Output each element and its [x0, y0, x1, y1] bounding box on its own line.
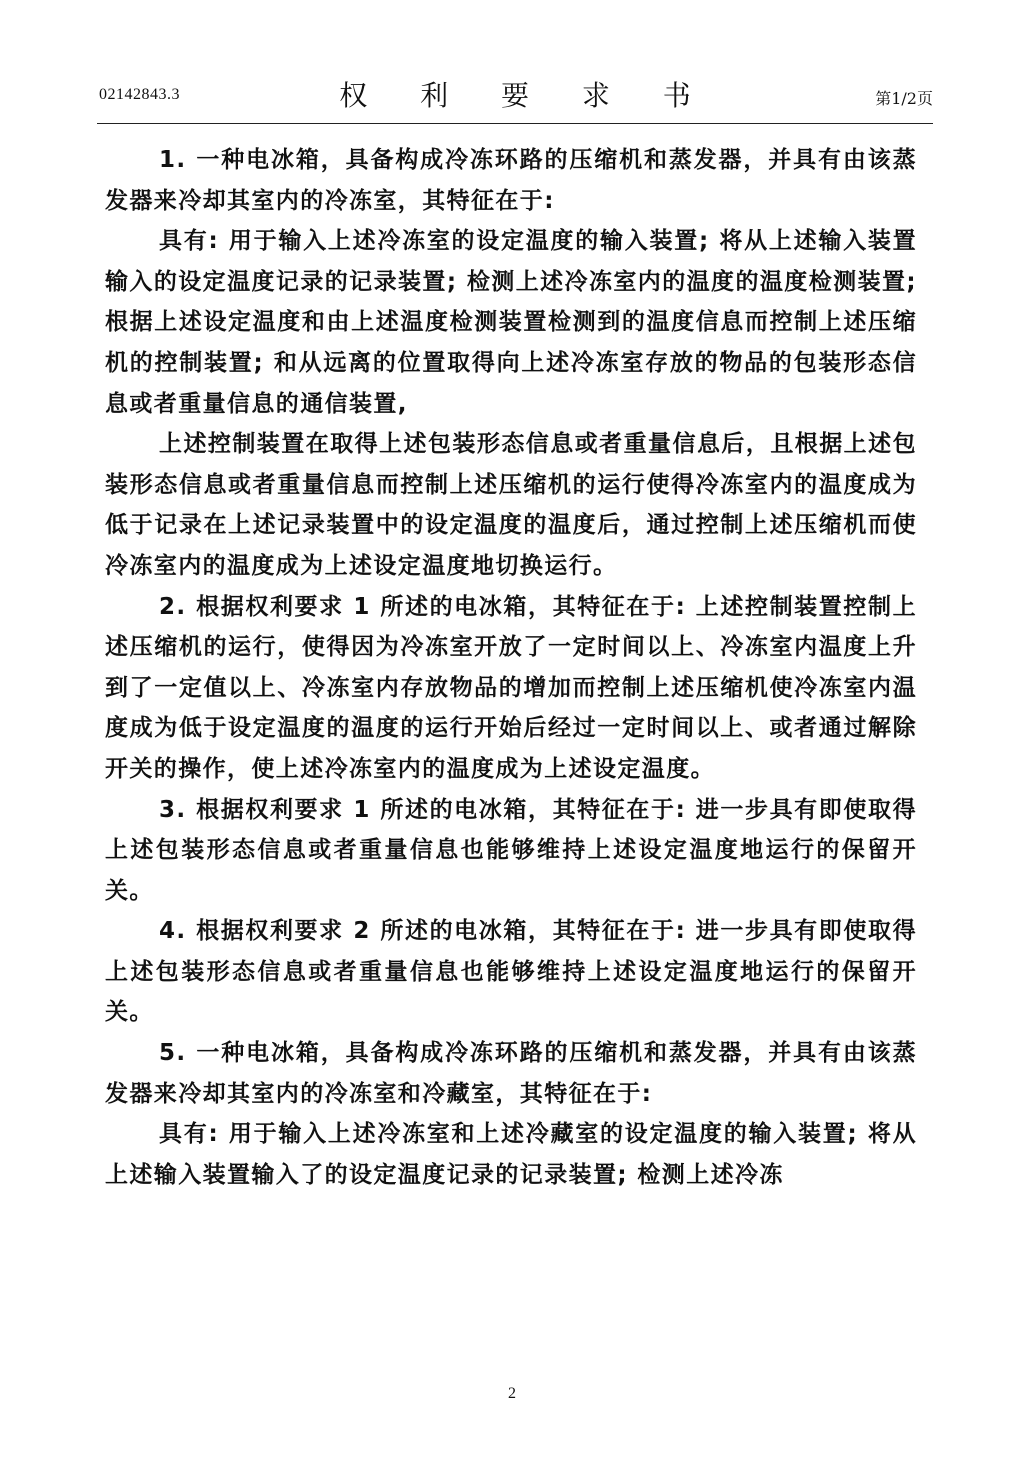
- claim-5-elements: 具有: 用于输入上述冷冻室和上述冷藏室的设定温度的输入装置; 将从上述输入装置输入了的设定温度记录的记录装置; 检测上述冷冻: [105, 1121, 917, 1188]
- claim-2: 2. 根据权利要求 1 所述的电冰箱，其特征在于: 上述控制装置控制上述压缩机的运行，使得因为冷冻室开放了一定时间以上、冷冻室内温度上升到了一定值以上、冷冻室内存放物品的增加而控制上述压缩机使冷冻室内温度成为低于设定温度的温度的运行开始后经过一定时间以上、或者通过解除开关的操作，使上述冷冻室内的温度成为上述设定温度。: [105, 593, 917, 782]
- claim-1-preamble: 1. 一种电冰箱，具备构成冷冻环路的压缩机和蒸发器，并具有由该蒸发器来冷却其室内的冷冻室，其特征在于:: [105, 147, 917, 214]
- claim-1-control: 上述控制装置在取得上述包装形态信息或者重量信息后，且根据上述包装形态信息或者重量信息而控制上述压缩机的运行使得冷冻室内的温度成为低于记录在上述记录装置中的设定温度的温度后，通过控制上述压缩机而使冷冻室内的温度成为上述设定温度地切换运行。: [105, 431, 917, 579]
- claim-1-elements: 具有: 用于输入上述冷冻室的设定温度的输入装置; 将从上述输入装置输入的设定温度记录的记录装置; 检测上述冷冻室内的温度的温度检测装置; 根据上述设定温度和由上述温度检测装置检测到的温度信息而控制上述压缩机的控制装置; 和从远离的位置取得向上述冷冻室存放的物品的包装形态信息或者重量信息的通信装置,: [105, 228, 917, 417]
- page-header: [97, 68, 933, 116]
- claim-3: 3. 根据权利要求 1 所述的电冰箱，其特征在于: 进一步具有即使取得上述包装形态信息或者重量信息也能够维持上述设定温度地运行的保留开关。: [105, 796, 917, 904]
- claims-body: [105, 140, 917, 1195]
- page-number: 2: [508, 1385, 516, 1402]
- document-title: 权 利 要 求 书: [339, 79, 713, 112]
- header-divider: [97, 123, 933, 124]
- claim-5-preamble: 5. 一种电冰箱，具备构成冷冻环路的压缩机和蒸发器，并具有由该蒸发器来冷却其室内的冷冻室和冷藏室，其特征在于:: [105, 1040, 917, 1107]
- claim-4: 4. 根据权利要求 2 所述的电冰箱，其特征在于: 进一步具有即使取得上述包装形态信息或者重量信息也能够维持上述设定温度地运行的保留开关。: [105, 918, 917, 1026]
- page-indicator: 第1/2页: [875, 89, 933, 108]
- application-number: 02142843.3: [99, 86, 180, 103]
